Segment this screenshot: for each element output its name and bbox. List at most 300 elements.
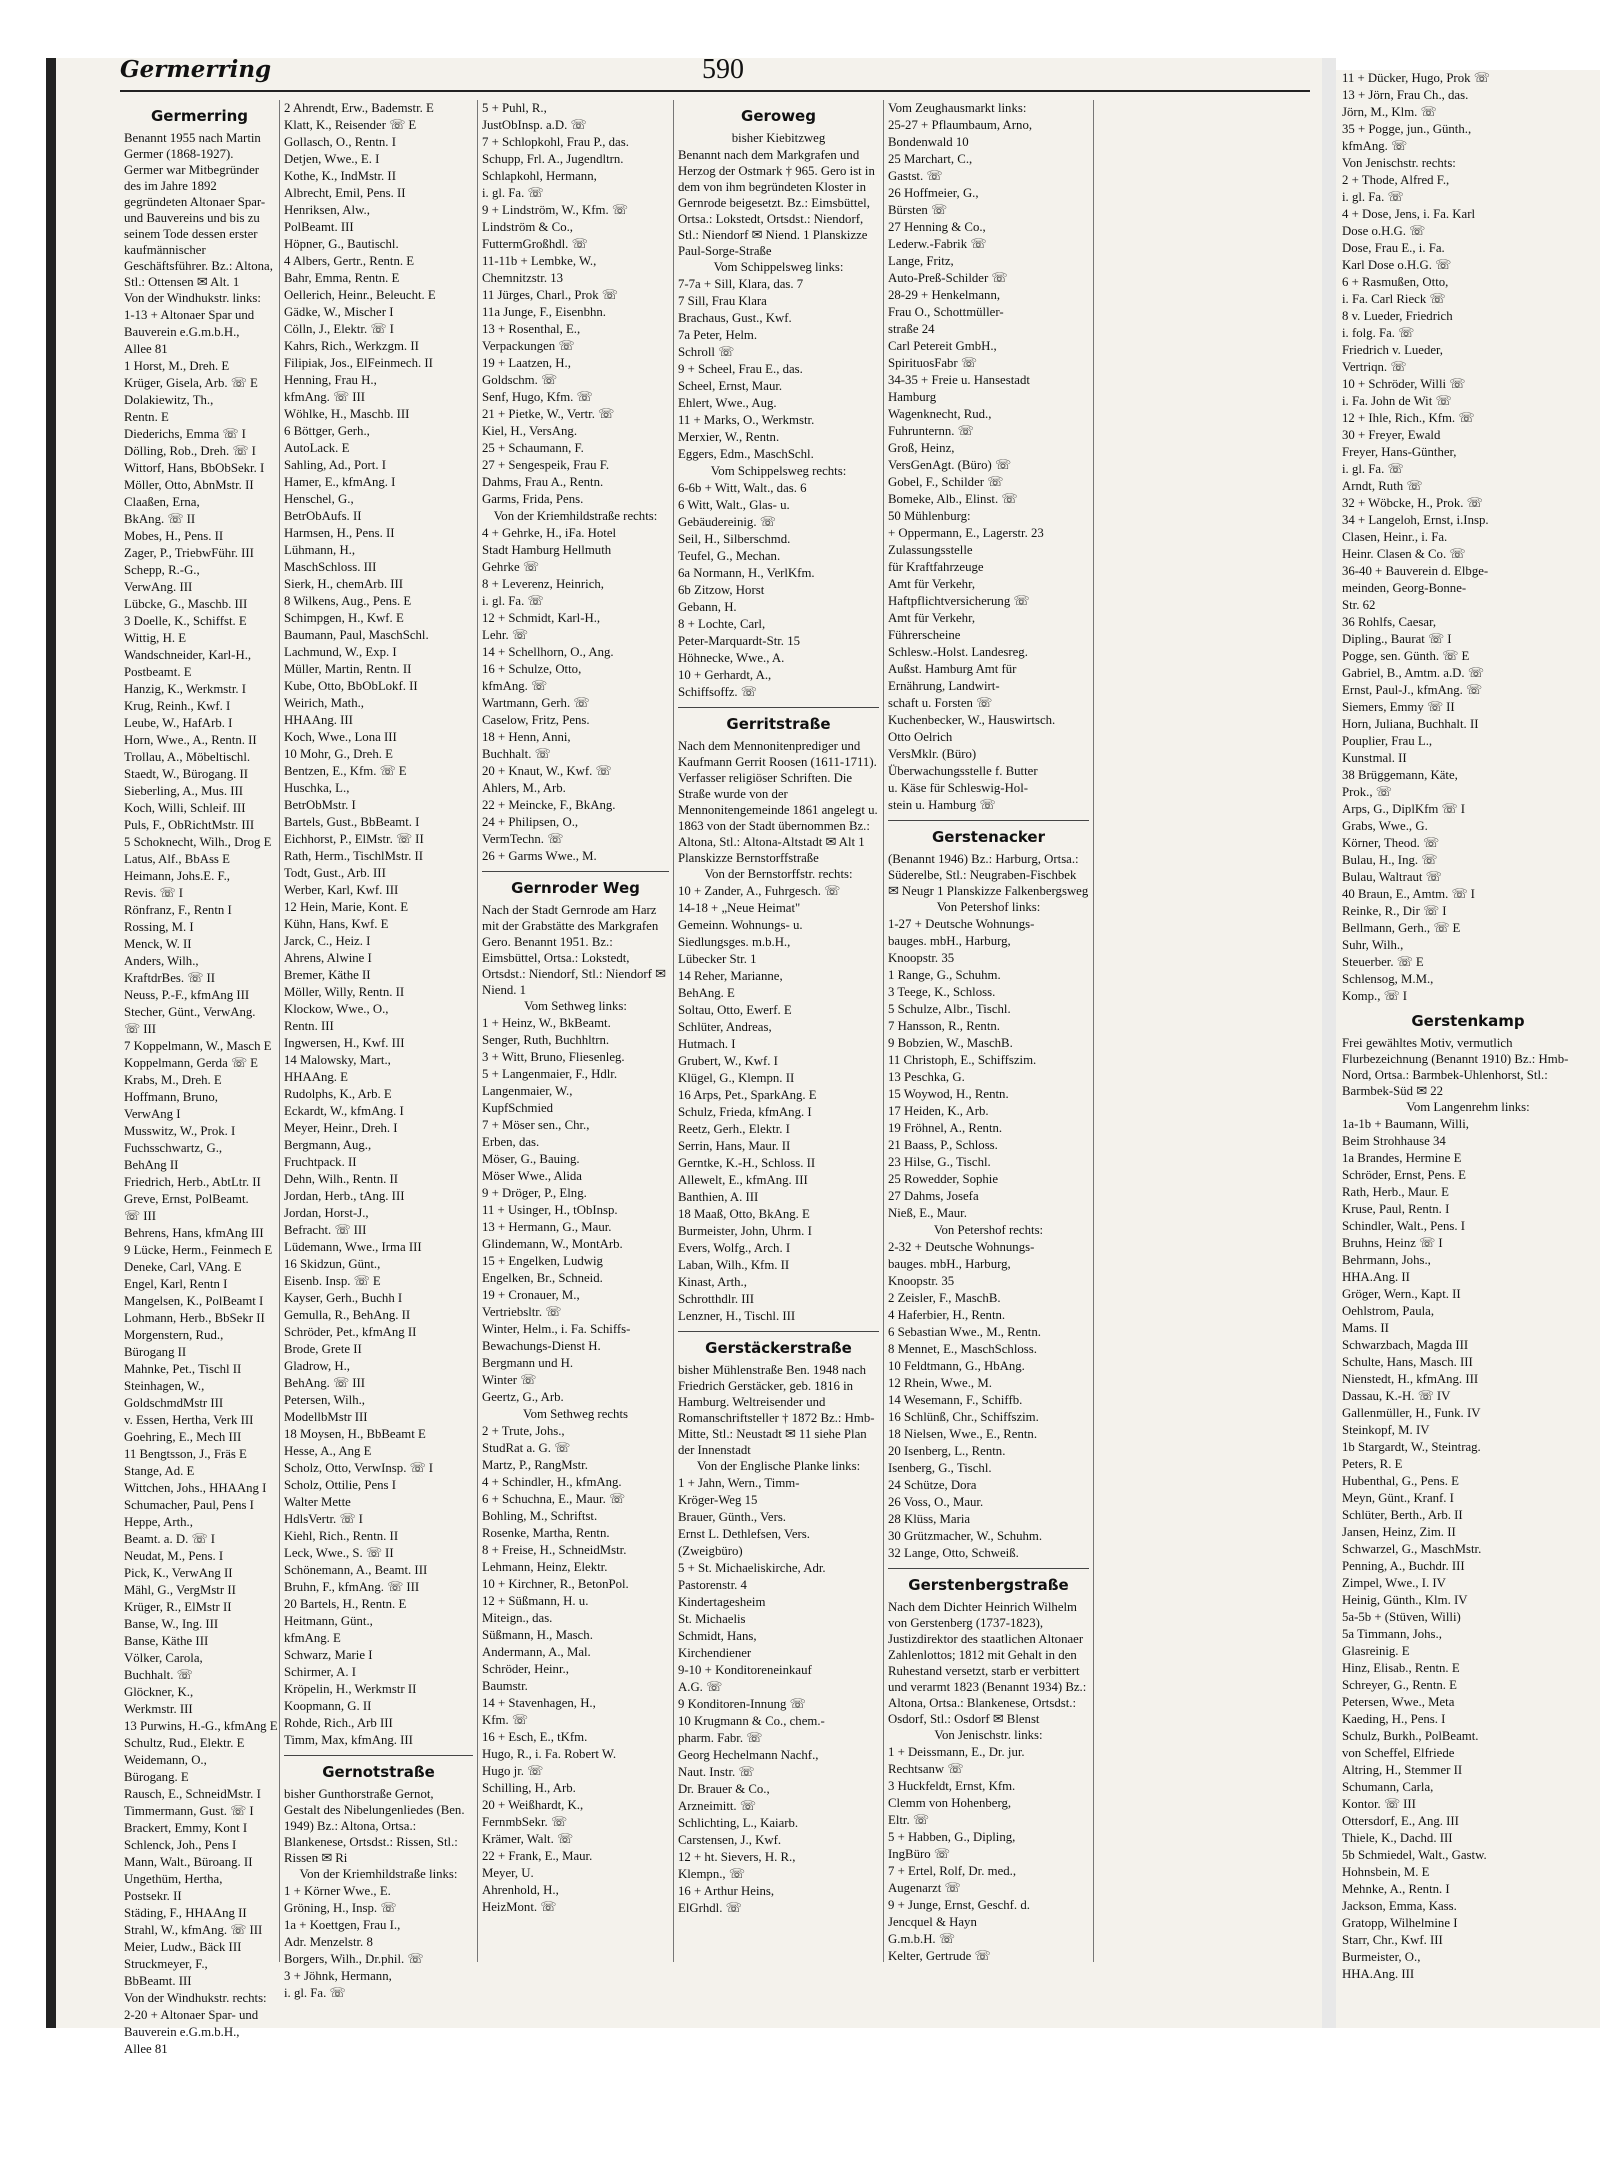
directory-entry: Schlensog, M.M., bbox=[1342, 972, 1434, 986]
directory-entry: 16 Arps, Pet., SparkAng. E bbox=[678, 1088, 817, 1102]
directory-entry: Arps, G., DiplKfm ☏ I bbox=[1342, 802, 1465, 816]
directory-entry: KupfSchmied bbox=[482, 1101, 554, 1115]
directory-entry: Mähl, G., VergMstr II bbox=[124, 1583, 236, 1597]
columns bbox=[120, 100, 1316, 2056]
directory-entry: Auto-Preß-Schilder ☏ bbox=[888, 271, 1008, 285]
directory-entry: Hutmach. I bbox=[678, 1037, 736, 1051]
divider bbox=[888, 820, 1089, 821]
directory-entry: Miteign., das. bbox=[482, 1611, 553, 1625]
directory-entry: 20 + Knaut, W., Kwf. ☏ bbox=[482, 764, 612, 778]
directory-entry: BkAng. ☏ II bbox=[124, 512, 196, 526]
directory-entry: Schimpgen, H., Kwf. E bbox=[284, 611, 404, 625]
directory-entry: 2-32 + Deutsche Wohnungs- bbox=[888, 1240, 1035, 1254]
directory-entry: Schulz, Burkh., PolBeamt. bbox=[1342, 1729, 1479, 1743]
directory-entry: i. folg. Fa. ☏ bbox=[1342, 326, 1415, 340]
directory-entry: Musswitz, W., Prok. I bbox=[124, 1124, 236, 1138]
directory-entry: 3 + Jöhnk, Hermann, bbox=[284, 1969, 392, 1983]
directory-entry: Fuhrunternn. ☏ bbox=[888, 424, 974, 438]
directory-entry: KraftdrBes. ☏ II bbox=[124, 971, 215, 985]
directory-entry: 22 + Frank, E., Maur. bbox=[482, 1849, 593, 1863]
directory-entry: Weirich, Math., bbox=[284, 696, 364, 710]
directory-entry: Banse, W., Ing. III bbox=[124, 1617, 219, 1631]
directory-entry: 12 + Süßmann, H. u. bbox=[482, 1594, 589, 1608]
directory-entry: Schumacher, Paul, Pens I bbox=[124, 1498, 254, 1512]
directory-entry: 14-18 + „Neue Heimat" bbox=[678, 901, 801, 915]
directory-entry: 16 + Arthur Heins, bbox=[678, 1884, 775, 1898]
directory-entry: 8 Mennet, E., MaschSchloss. bbox=[888, 1342, 1037, 1356]
directory-entry: 6 Böttger, Gerh., bbox=[284, 424, 370, 438]
directory-entry: 5 Schoknecht, Wilh., Drog E bbox=[124, 835, 272, 849]
directory-entry: 6 Sebastian Wwe., M., Rentn. bbox=[888, 1325, 1041, 1339]
directory-entry: bauges. mbH., Harburg, bbox=[888, 934, 1011, 948]
directory-entry: PolBeamt. III bbox=[284, 220, 354, 234]
column-4 bbox=[674, 100, 884, 1962]
subhead-petershof-rechts: Von Petershof rechts: bbox=[933, 1223, 1044, 1237]
directory-entry: i. gl. Fa. ☏ bbox=[284, 1986, 346, 2000]
directory-entry: Thiele, K., Dachd. III bbox=[1342, 1831, 1453, 1845]
directory-entry: Schlüter, Andreas, bbox=[678, 1020, 772, 1034]
directory-entry: Timmermann, Gust. ☏ I bbox=[124, 1804, 254, 1818]
directory-entry: Wartmann, Gerh. ☏ bbox=[482, 696, 590, 710]
directory-entry: Lenzner, H., Tischl. III bbox=[678, 1309, 796, 1323]
col5-lines3 bbox=[888, 1239, 1089, 1562]
directory-entry: 19 + Laatzen, H., bbox=[482, 356, 571, 370]
directory-entry: 7 Sill, Frau Klara bbox=[678, 294, 767, 308]
directory-entry: AutoLack. E bbox=[284, 441, 350, 455]
directory-entry: Bondenwald 10 bbox=[888, 135, 969, 149]
running-head-street: Germerring bbox=[120, 56, 272, 83]
directory-entry: 8 + Lochte, Carl, bbox=[678, 617, 766, 631]
directory-entry: Schröder, Heinr., bbox=[482, 1662, 569, 1676]
directory-entry: Leube, W., HafArb. I bbox=[124, 716, 233, 730]
directory-entry: 24 + Philipsen, O., bbox=[482, 815, 579, 829]
directory-entry: 21 Baass, P., Schloss. bbox=[888, 1138, 998, 1152]
directory-entry: Krüger, R., ElMstr II bbox=[124, 1600, 232, 1614]
directory-entry: Ottersdorf, E., Ang. III bbox=[1342, 1814, 1459, 1828]
directory-entry: Martz, P., RangMstr. bbox=[482, 1458, 588, 1472]
directory-entry: 1 Horst, M., Dreh. E bbox=[124, 359, 230, 373]
directory-entry: 5 + Habben, G., Dipling, bbox=[888, 1830, 1016, 1844]
directory-entry: 4 Albers, Gertr., Rentn. E bbox=[284, 254, 415, 268]
directory-entry: Soltau, Otto, Ewerf. E bbox=[678, 1003, 792, 1017]
directory-entry: Adr. Menzelstr. 8 bbox=[284, 1935, 373, 1949]
directory-entry: Ernährung, Landwirt- bbox=[888, 679, 1000, 693]
directory-entry: 9 + Dröger, P., Elng. bbox=[482, 1186, 587, 1200]
directory-entry: 9-10 + Konditoreneinkauf bbox=[678, 1663, 812, 1677]
directory-entry: 2 Ahrendt, Erw., Bademstr. E bbox=[284, 101, 434, 115]
directory-entry: StudRat a. G. ☏ bbox=[482, 1441, 571, 1455]
directory-entry: Sieberling, A., Mus. III bbox=[124, 784, 244, 798]
directory-entry: VerwAng I bbox=[124, 1107, 181, 1121]
directory-entry: Gröning, H., Insp. ☏ bbox=[284, 1901, 397, 1915]
directory-entry: Kiel, H., VersAng. bbox=[482, 424, 578, 438]
directory-entry: Gobel, F., Schilder ☏ bbox=[888, 475, 1004, 489]
directory-entry: Lehr. ☏ bbox=[482, 628, 528, 642]
directory-entry: Hubenthal, G., Pens. E bbox=[1342, 1474, 1459, 1488]
directory-entry: Kuchenbecker, W., Hauswirtsch. bbox=[888, 713, 1056, 727]
directory-entry: kfmAng. E bbox=[284, 1631, 341, 1645]
directory-entry: 11 + Marks, O., Werkmstr. bbox=[678, 413, 815, 427]
directory-entry: Caselow, Fritz, Pens. bbox=[482, 713, 590, 727]
directory-entry: Gemeinn. Wohnungs- u. bbox=[678, 918, 803, 932]
directory-entry: Eichhorst, P., ElMstr. ☏ II bbox=[284, 832, 424, 846]
directory-entry: Kube, Otto, BbObLokf. II bbox=[284, 679, 418, 693]
directory-entry: FernmbSekr. ☏ bbox=[482, 1815, 567, 1829]
directory-entry: VermTechn. ☏ bbox=[482, 832, 564, 846]
directory-entry: Geertz, G., Arb. bbox=[482, 1390, 564, 1404]
directory-entry: Trollau, A., Möbeltischl. bbox=[124, 750, 251, 764]
directory-entry: Brode, Grete II bbox=[284, 1342, 362, 1356]
col6-pre-lines bbox=[1342, 70, 1594, 1005]
subhead-petershof-links: Von Petershof links: bbox=[936, 900, 1041, 914]
directory-entry: Hugo jr. ☏ bbox=[482, 1764, 544, 1778]
directory-entry: Schroll ☏ bbox=[678, 345, 735, 359]
directory-entry: meinden, Georg-Bonne- bbox=[1342, 581, 1467, 595]
directory-entry: Schreyer, G., Rentn. E bbox=[1342, 1678, 1457, 1692]
directory-entry: Werkmstr. III bbox=[124, 1702, 193, 1716]
directory-entry: Huschka, L., bbox=[284, 781, 350, 795]
directory-entry: Morgenstern, Rud., bbox=[124, 1328, 224, 1342]
directory-entry: Groß, Heinz, bbox=[888, 441, 955, 455]
directory-entry: Schultz, Rud., Elektr. E bbox=[124, 1736, 245, 1750]
directory-entry: Glasreinig. E bbox=[1342, 1644, 1410, 1658]
subhead-kriemhild-rechts: Von der Kriemhildstraße rechts: bbox=[493, 509, 658, 523]
directory-entry: 8 + Freise, H., SchneidMstr. bbox=[482, 1543, 627, 1557]
subhead-sethweg-rechts: Vom Sethweg rechts bbox=[523, 1407, 628, 1421]
directory-entry: 6a Normann, H., VerlKfm. bbox=[678, 566, 815, 580]
column-5 bbox=[884, 100, 1094, 1962]
directory-entry: u. Käse für Schleswig-Hol- bbox=[888, 781, 1029, 795]
directory-entry: Mahnke, Pet., Tischl II bbox=[124, 1362, 242, 1376]
directory-entry: Lüdemann, Wwe., Irma III bbox=[284, 1240, 422, 1254]
directory-entry: Meier, Ludw., Bäck III bbox=[124, 1940, 242, 1954]
directory-entry: i. Fa. John de Wit ☏ bbox=[1342, 394, 1452, 408]
col5-lines4 bbox=[888, 1744, 1089, 1965]
directory-entry: 4 + Schindler, H., kfmAng. bbox=[482, 1475, 622, 1489]
directory-entry: Latus, Alf., BbAss E bbox=[124, 852, 230, 866]
directory-entry: 5a Timmann, Johs., bbox=[1342, 1627, 1442, 1641]
directory-entry: Todt, Gust., Arb. III bbox=[284, 866, 386, 880]
directory-entry: Mann, Walt., Büroang. II bbox=[124, 1855, 253, 1869]
directory-entry: St. Michaelis bbox=[678, 1612, 746, 1626]
directory-entry: Gröger, Wern., Kapt. II bbox=[1342, 1287, 1461, 1301]
directory-entry: Werber, Karl, Kwf. III bbox=[284, 883, 399, 897]
directory-entry: Georg Hechelmann Nachf., bbox=[678, 1748, 819, 1762]
directory-entry: Engel, Karl, Rentn I bbox=[124, 1277, 228, 1291]
directory-entry: Revis. ☏ I bbox=[124, 886, 184, 900]
heading-gerritstrasse: Gerritstraße bbox=[726, 715, 831, 733]
directory-entry: Mangelsen, K., PolBeamt I bbox=[124, 1294, 264, 1308]
directory-entry: Gebann, H. bbox=[678, 600, 737, 614]
directory-entry: FuttermGroßhdl. ☏ bbox=[482, 237, 588, 251]
directory-entry: 14 Reher, Marianne, bbox=[678, 969, 783, 983]
directory-entry: 14 Wesemann, F., Schiffb. bbox=[888, 1393, 1023, 1407]
directory-entry: 15 Woywod, H., Rentn. bbox=[888, 1087, 1009, 1101]
directory-entry: Senger, Ruth, Buchhltrn. bbox=[482, 1033, 610, 1047]
directory-entry: Kothe, K., IndMstr. II bbox=[284, 169, 396, 183]
next-page-content bbox=[1336, 70, 1600, 1983]
directory-entry: 7 Koppelmann, W., Masch E bbox=[124, 1039, 272, 1053]
directory-entry: ☏ III bbox=[124, 1209, 156, 1223]
directory-entry: 20 Isenberg, L., Rentn. bbox=[888, 1444, 1006, 1458]
directory-entry: Friedrich v. Lueder, bbox=[1342, 343, 1443, 357]
directory-entry: Gabriel, B., Amtm. a.D. ☏ bbox=[1342, 666, 1484, 680]
directory-entry: Claaßen, Erna, bbox=[124, 495, 200, 509]
directory-entry: Lindström & Co., bbox=[482, 220, 574, 234]
directory-entry: Oehlstrom, Paula, bbox=[1342, 1304, 1435, 1318]
directory-entry: 18 Moysen, H., BbBeamt E bbox=[284, 1427, 426, 1441]
directory-entry: Rudolphs, K., Arb. E bbox=[284, 1087, 392, 1101]
directory-entry: Klügel, G., Klempn. II bbox=[678, 1071, 795, 1085]
directory-entry: HHA.Ang. II bbox=[1342, 1270, 1410, 1284]
directory-entry: kfmAng. ☏ III bbox=[284, 390, 366, 404]
directory-entry: Dölling, Rob., Dreh. ☏ I bbox=[124, 444, 256, 458]
directory-entry: BbBeamt. III bbox=[124, 1974, 192, 1988]
directory-entry: Kaeding, H., Pens. I bbox=[1342, 1712, 1446, 1726]
directory-entry: Kindertagesheim bbox=[678, 1595, 766, 1609]
directory-entry: Kunstmal. II bbox=[1342, 751, 1407, 765]
directory-entry: Rossing, M. I bbox=[124, 920, 194, 934]
directory-entry: Bahr, Emma, Rentn. E bbox=[284, 271, 400, 285]
directory-entry: Ehlert, Wwe., Aug. bbox=[678, 396, 777, 410]
directory-entry: 1 + Deissmann, E., Dr. jur. bbox=[888, 1745, 1025, 1759]
intro-germerring: Benannt 1955 nach Martin Germer (1868-1927). Germer war Mitbegründer des im Jahre 1892 gegründeten Altonaer Spar- und Bauvereins und bis zu seinem Tode dessen erster kaufmännischer Geschäftsführer. Bz.: Altona, Stl.: Ottensen ✉ Alt. 1 bbox=[124, 131, 273, 289]
directory-entry: Knoopstr. 35 bbox=[888, 1274, 955, 1288]
directory-entry: Zimpel, Wwe., I. IV bbox=[1342, 1576, 1446, 1590]
directory-entry: für Kraftfahrzeuge bbox=[888, 560, 984, 574]
directory-entry: Bulau, H., Ing. ☏ bbox=[1342, 853, 1438, 867]
directory-entry: 6 Witt, Walt., Glas- u. bbox=[678, 498, 790, 512]
directory-entry: 16 Skidzun, Günt., bbox=[284, 1257, 381, 1271]
directory-entry: Kelter, Gertrude ☏ bbox=[888, 1949, 991, 1963]
directory-entry: 26 + Garms Wwe., M. bbox=[482, 849, 597, 863]
directory-entry: Meyer, U. bbox=[482, 1866, 534, 1880]
directory-entry: Krämer, Walt. ☏ bbox=[482, 1832, 573, 1846]
directory-entry: Suhr, Wilh., bbox=[1342, 938, 1404, 952]
directory-entry: Banse, Käthe III bbox=[124, 1634, 209, 1648]
directory-entry: Wittchen, Johs., HHAAng I bbox=[124, 1481, 267, 1495]
directory-entry: 11a Junge, F., Eisenbhn. bbox=[482, 305, 606, 319]
directory-entry: Schwarzel, G., MaschMstr. bbox=[1342, 1542, 1482, 1556]
directory-entry: Eltr. ☏ bbox=[888, 1813, 929, 1827]
directory-entry: Pick, K., VerwAng II bbox=[124, 1566, 233, 1580]
column-1 bbox=[120, 100, 280, 2056]
directory-entry: 9 Konditoren-Innung ☏ bbox=[678, 1697, 806, 1711]
directory-entry: 26 Voss, O., Maur. bbox=[888, 1495, 984, 1509]
directory-entry: HdlsVertr. ☏ I bbox=[284, 1512, 363, 1526]
subhead-kriemhild-links: Von der Kriemhildstraße links: bbox=[299, 1867, 458, 1881]
directory-entry: Borgers, Wilh., Dr.phil. ☏ bbox=[284, 1952, 424, 1966]
subhead-jenisch-links: Von Jenischstr. links: bbox=[934, 1728, 1043, 1742]
directory-entry: Kinast, Arth., bbox=[678, 1275, 747, 1289]
directory-entry: Bellmann, Gerh., ☏ E bbox=[1342, 921, 1461, 935]
directory-entry: Bauverein e.G.m.b.H., bbox=[124, 325, 240, 339]
directory-entry: Filipiak, Jos., ElFeinmech. II bbox=[284, 356, 433, 370]
directory-entry: 40 Braun, E., Amtm. ☏ I bbox=[1342, 887, 1475, 901]
directory-entry: 10 Feldtmann, G., HbAng. bbox=[888, 1359, 1025, 1373]
directory-entry: Dr. Brauer & Co., bbox=[678, 1782, 770, 1796]
directory-entry: straße 24 bbox=[888, 322, 935, 336]
directory-entry: Postbeamt. E bbox=[124, 665, 192, 679]
divider bbox=[678, 707, 879, 708]
directory-entry: Klockow, Wwe., O., bbox=[284, 1002, 389, 1016]
directory-entry: Verpackungen ☏ bbox=[482, 339, 575, 353]
directory-entry: Ernst L. Dethlefsen, Vers. bbox=[678, 1527, 810, 1541]
directory-entry: JustObInsp. a.D. ☏ bbox=[482, 118, 587, 132]
col4-lines4 bbox=[678, 1475, 879, 1917]
directory-entry: G.m.b.H. ☏ bbox=[888, 1932, 955, 1946]
directory-entry: Serrin, Hans, Maur. II bbox=[678, 1139, 791, 1153]
directory-entry: Jackson, Emma, Kass. bbox=[1342, 1899, 1457, 1913]
directory-entry: Reetz, Gerh., Elektr. I bbox=[678, 1122, 790, 1136]
directory-entry: 27 Dahms, Josefa bbox=[888, 1189, 979, 1203]
directory-entry: Eisenb. Insp. ☏ E bbox=[284, 1274, 381, 1288]
directory-entry: Außst. Hamburg Amt für bbox=[888, 662, 1017, 676]
directory-entry: Fuchsschwartz, G., bbox=[124, 1141, 223, 1155]
directory-entry: Schilling, H., Arb. bbox=[482, 1781, 576, 1795]
directory-entry: Völker, Carola, bbox=[124, 1651, 203, 1665]
directory-entry: Gebäudereinig. ☏ bbox=[678, 515, 776, 529]
directory-entry: Siedlungsges. m.b.H., bbox=[678, 935, 791, 949]
directory-entry: Harmsen, H., Pens. II bbox=[284, 526, 395, 540]
directory-entry: Evers, Wolfg., Arch. I bbox=[678, 1241, 791, 1255]
directory-entry: Ahrenhold, H., bbox=[482, 1883, 559, 1897]
directory-entry: Vertriebsltr. ☏ bbox=[482, 1305, 562, 1319]
directory-entry: Mobes, H., Pens. II bbox=[124, 529, 224, 543]
intro-gerstenkamp: Frei gewähltes Motiv, vermutlich Flurbezeichnung (Benannt 1910) Bz.: Hmb-Nord, Ortsa.: Barmbek-Uhlenhorst, Stl.: Barmbek-Süd ✉ 22 bbox=[1342, 1036, 1569, 1098]
heading-gerstenbergstrasse: Gerstenbergstraße bbox=[908, 1576, 1069, 1594]
directory-entry: 14 + Schellhorn, O., Ang. bbox=[482, 645, 614, 659]
directory-entry: 25 Rowedder, Sophie bbox=[888, 1172, 999, 1186]
directory-entry: 19 Fröhnel, A., Rentn. bbox=[888, 1121, 1003, 1135]
directory-entry: Jörn, M., Klm. ☏ bbox=[1342, 105, 1437, 119]
directory-entry: VerwAng. III bbox=[124, 580, 193, 594]
directory-entry: Andermann, A., Mal. bbox=[482, 1645, 591, 1659]
directory-entry: Möller, Willy, Rentn. II bbox=[284, 985, 405, 999]
directory-entry: HHAAng. III bbox=[284, 713, 353, 727]
directory-entry: Henschel, G., bbox=[284, 492, 354, 506]
directory-entry: 27 + Sengespeik, Frau F. bbox=[482, 458, 610, 472]
directory-entry: HHAAng. E bbox=[284, 1070, 348, 1084]
directory-entry: ModellbMstr III bbox=[284, 1410, 368, 1424]
directory-entry: Schlüter, Berth., Arb. II bbox=[1342, 1508, 1463, 1522]
directory-entry: 9 Lücke, Herm., Feinmech E bbox=[124, 1243, 273, 1257]
directory-entry: 25 + Schaumann, F. bbox=[482, 441, 584, 455]
directory-entry: 1-13 + Altonaer Spar und bbox=[124, 308, 255, 322]
directory-entry: Gastst. ☏ bbox=[888, 169, 943, 183]
directory-entry: 11 Jürges, Charl., Prok ☏ bbox=[482, 288, 618, 302]
divider bbox=[482, 871, 669, 872]
directory-entry: Hinz, Elisab., Rentn. E bbox=[1342, 1661, 1460, 1675]
directory-entry: Laban, Wilh., Kfm. II bbox=[678, 1258, 790, 1272]
directory-entry: Winter, Helm., i. Fa. Schiffs- bbox=[482, 1322, 631, 1336]
directory-entry: Lübecker Str. 1 bbox=[678, 952, 757, 966]
directory-entry: Baumann, Paul, MaschSchl. bbox=[284, 628, 429, 642]
directory-entry: Komp., ☏ I bbox=[1342, 989, 1408, 1003]
directory-entry: Stange, Ad. E bbox=[124, 1464, 195, 1478]
directory-entry: 13 + Hermann, G., Maur. bbox=[482, 1220, 612, 1234]
directory-entry: Süßmann, H., Masch. bbox=[482, 1628, 593, 1642]
directory-entry: Clemm von Hohenberg, bbox=[888, 1796, 1012, 1810]
intro-gerritstrasse: Nach dem Mennonitenprediger und Kaufmann Gerrit Roosen (1611-1711). Verfasser religiöser Schriften. Die Straße wurde von der Mennonitengemeinde 1861 angelegt u. 1863 von der Stadt übernommen Bz.: Altona, Stl.: Altona-Altstadt ✉ Alt 1 Planskizze Bernstorffstraße bbox=[678, 739, 878, 865]
col3-lines2 bbox=[482, 525, 669, 865]
directory-entry: 1b Stargardt, W., Steintrag. bbox=[1342, 1440, 1481, 1454]
directory-entry: BehAng. ☏ III bbox=[284, 1376, 366, 1390]
directory-entry: Kühn, Hans, Kwf. E bbox=[284, 917, 389, 931]
directory-entry: 12 Hein, Marie, Kont. E bbox=[284, 900, 409, 914]
directory-entry: Clasen, Heinr., i. Fa. bbox=[1342, 530, 1448, 544]
directory-entry: Befracht. ☏ III bbox=[284, 1223, 367, 1237]
directory-entry: Schrotthdlr. III bbox=[678, 1292, 755, 1306]
directory-entry: Strahl, W., kfmAng. ☏ III bbox=[124, 1923, 263, 1937]
col3-lines3 bbox=[482, 1015, 669, 1406]
directory-entry: Hoffmann, Bruno, bbox=[124, 1090, 218, 1104]
directory-entry: Eckardt, W., kfmAng. I bbox=[284, 1104, 404, 1118]
heading-gerstaeckerstrasse: Gerstäckerstraße bbox=[705, 1339, 852, 1357]
directory-entry: 1 Range, G., Schuhm. bbox=[888, 968, 1001, 982]
col4-lines2 bbox=[678, 480, 879, 701]
directory-entry: von Scheffel, Elfriede bbox=[1342, 1746, 1455, 1760]
directory-entry: 32 + Wöbcke, H., Prok. ☏ bbox=[1342, 496, 1483, 510]
directory-entry: 18 Nielsen, Wwe., E., Rentn. bbox=[888, 1427, 1038, 1441]
directory-entry: Schlenck, Joh., Pens I bbox=[124, 1838, 237, 1852]
directory-entry: Jordan, Herb., tAng. III bbox=[284, 1189, 405, 1203]
directory-entry: Rönfranz, F., Rentn I bbox=[124, 903, 232, 917]
directory-entry: Lühmann, H., bbox=[284, 543, 356, 557]
directory-entry: 28-29 + Henkelmann, bbox=[888, 288, 1001, 302]
directory-entry: Kfm. ☏ bbox=[482, 1713, 528, 1727]
directory-entry: Bürogang II bbox=[124, 1345, 187, 1359]
directory-entry: 2 + Thode, Alfred F., bbox=[1342, 173, 1450, 187]
directory-entry: Bergmann und H. bbox=[482, 1356, 574, 1370]
directory-entry: Kirchendiener bbox=[678, 1646, 752, 1660]
directory-entry: Baumstr. bbox=[482, 1679, 528, 1693]
directory-entry: 24 Schütze, Dora bbox=[888, 1478, 977, 1492]
directory-entry: Lange, Fritz, bbox=[888, 254, 954, 268]
directory-entry: Möller, Otto, AbnMstr. II bbox=[124, 478, 254, 492]
directory-entry: Meyn, Günt., Kranf. I bbox=[1342, 1491, 1454, 1505]
directory-entry: 1-27 + Deutsche Wohnungs- bbox=[888, 917, 1035, 931]
directory-entry: Kröpelin, H., Werkmstr II bbox=[284, 1682, 417, 1696]
directory-entry: Klatt, K., Reisender ☏ E bbox=[284, 118, 417, 132]
directory-entry: Dose o.H.G. ☏ bbox=[1342, 224, 1426, 238]
directory-entry: Steuerber. ☏ E bbox=[1342, 955, 1424, 969]
directory-entry: (Zweigbüro) bbox=[678, 1544, 743, 1558]
directory-entry: Bomeke, Alb., Elinst. ☏ bbox=[888, 492, 1018, 506]
directory-entry: Kruse, Paul, Rentn. I bbox=[1342, 1202, 1450, 1216]
directory-entry: 7 + Schlopkohl, Frau P., das. bbox=[482, 135, 629, 149]
directory-entry: Bürsten ☏ bbox=[888, 203, 948, 217]
directory-entry: Rohde, Rich., Arb III bbox=[284, 1716, 393, 1730]
directory-entry: BetrObAufs. II bbox=[284, 509, 362, 523]
directory-entry: 13 Purwins, H.-G., kfmAng E bbox=[124, 1719, 278, 1733]
directory-entry: BehAng II bbox=[124, 1158, 179, 1172]
directory-entry: Scheel, Ernst, Maur. bbox=[678, 379, 783, 393]
directory-entry: Wittig, H. E bbox=[124, 631, 187, 645]
directory-entry: Kiehl, Rich., Rentn. II bbox=[284, 1529, 399, 1543]
directory-entry: Horn, Wwe., A., Rentn. II bbox=[124, 733, 257, 747]
directory-entry: Timm, Max, kfmAng. III bbox=[284, 1733, 413, 1747]
directory-entry: Schirmer, A. I bbox=[284, 1665, 356, 1679]
directory-entry: Führerscheine bbox=[888, 628, 961, 642]
directory-entry: Bruhns, Heinz ☏ I bbox=[1342, 1236, 1443, 1250]
heading-gerstenacker: Gerstenacker bbox=[932, 828, 1045, 846]
directory-entry: Stecher, Günt., VerwAng. bbox=[124, 1005, 256, 1019]
directory-entry: 12 + Ihle, Rich., Kfm. ☏ bbox=[1342, 411, 1475, 425]
directory-entry: Jarck, C., Heiz. I bbox=[284, 934, 371, 948]
directory-entry: Isenberg, G., Tischl. bbox=[888, 1461, 992, 1475]
directory-entry: Buchhalt. ☏ bbox=[124, 1668, 193, 1682]
